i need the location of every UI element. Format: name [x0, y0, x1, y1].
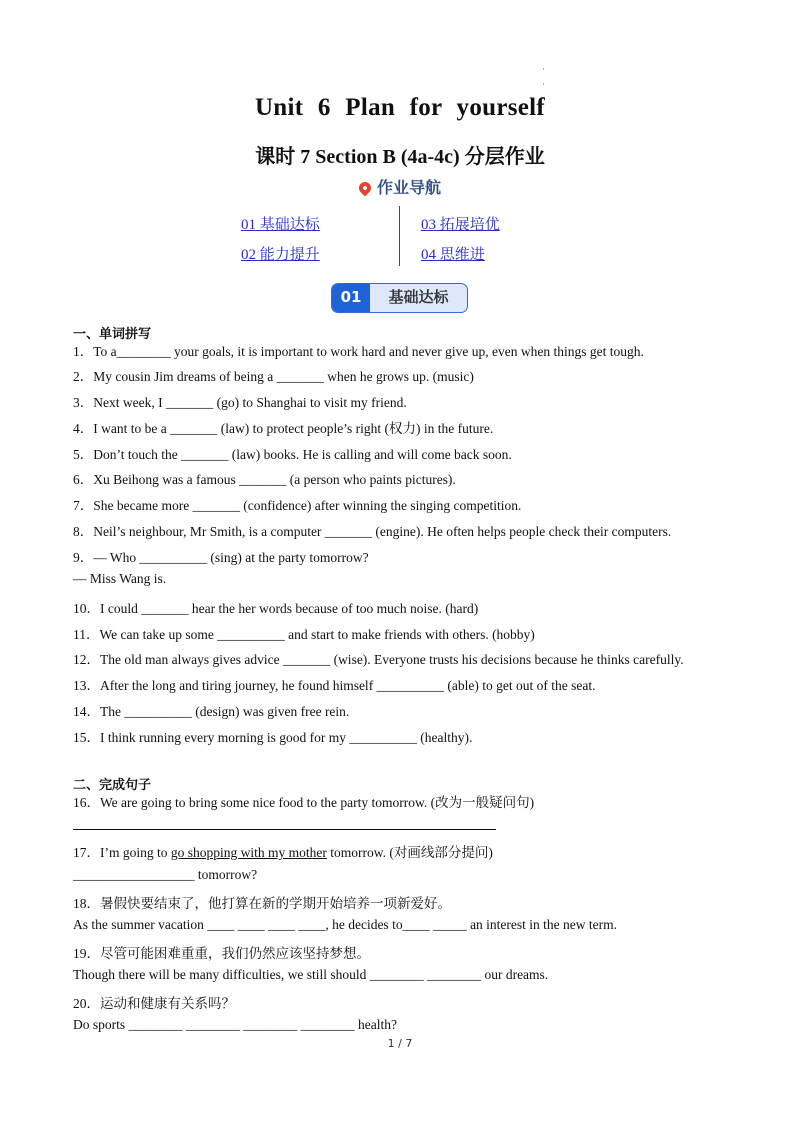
question-14: 14．The __________ (design) was given free rein. — [73, 704, 350, 719]
section-number: 01 — [332, 284, 370, 312]
part1-heading: 一、单词拼写 — [73, 327, 152, 342]
decorative-dot: · — [542, 64, 545, 74]
question-10: 10．I could _______ hear the her words because of too much noise. (hard) — [73, 601, 479, 616]
nav-link-thinking[interactable]: 04 思维进 — [421, 247, 485, 263]
question-2: 2．My cousin Jim dreams of being a _______ when he grows up. (music) — [73, 369, 474, 384]
question-17-prefix: 17．I’m going to — [73, 845, 171, 860]
question-17-suffix: tomorrow. (对画线部分提问) — [326, 845, 493, 860]
nav-heading — [0, 175, 800, 198]
part2-heading: 二、完成句子 — [73, 778, 152, 793]
page-number: 1 / 7 — [387, 1037, 413, 1050]
page-title: Unit 6 Plan for yourself — [254, 94, 546, 121]
section-badge — [331, 283, 468, 313]
page-subtitle: 课时 7 Section B (4a-4c) 分层作业 — [255, 146, 545, 168]
question-17-answer: __________________ tomorrow? — [73, 867, 258, 882]
question-9-answer: — Miss Wang is. — [73, 571, 167, 586]
nav-link-ability[interactable]: 02 能力提升 — [241, 247, 320, 263]
question-3: 3．Next week, I _______ (go) to Shanghai to visit my friend. — [73, 395, 407, 410]
nav-link-basic[interactable]: 01 基础达标 — [241, 217, 320, 233]
question-15: 15．I think running every morning is good for my __________ (healthy). — [73, 730, 473, 745]
question-12: 12．The old man always gives advice _______ (wise). Everyone trusts his decisions because he thinks carefully. — [73, 652, 684, 667]
question-17-underlined: go shopping with my mother — [170, 845, 327, 860]
question-1: 1．To a________ your goals, it is important to work hard and never give up, even when things get tough. — [73, 344, 644, 359]
question-16: 16．We are going to bring some nice food to the party tomorrow. (改为一般疑问句) — [73, 795, 535, 810]
question-6: 6．Xu Beihong was a famous _______ (a person who paints pictures). — [73, 472, 456, 487]
question-7: 7．She became more _______ (confidence) after winning the singing competition. — [73, 498, 522, 513]
question-17 — [73, 841, 493, 861]
nav-divider — [399, 206, 400, 266]
question-18-chinese: 18．暑假快要结束了，他打算在新的学期开始培养一项新爱好。 — [73, 896, 451, 911]
nav-link-extend[interactable]: 03 拓展培优 — [421, 217, 500, 233]
location-pin-icon — [356, 180, 373, 197]
question-20-english: Do sports ________ ________ ________ ________ health? — [73, 1017, 397, 1032]
nav-heading-label: 作业导航 — [376, 178, 441, 197]
question-19-english: Though there will be many difficulties, we still should ________ ________ our dreams. — [73, 967, 549, 982]
question-9: 9．— Who __________ (sing) at the party tomorrow? — [73, 550, 369, 565]
question-8: 8．Neil’s neighbour, Mr Smith, is a computer _______ (engine). He often helps people check their computers. — [73, 524, 672, 539]
decorative-dot: · — [542, 79, 545, 89]
question-13: 13．After the long and tiring journey, he found himself __________ (able) to get out of the seat. — [73, 678, 596, 693]
question-11: 11．We can take up some __________ and start to make friends with others. (hobby) — [73, 627, 535, 642]
question-4: 4．I want to be a _______ (law) to protect people’s right (权力) in the future. — [73, 421, 494, 436]
question-20-chinese: 20．运动和健康有关系吗？ — [73, 996, 235, 1011]
question-18-english: As the summer vacation ____ ____ ____ ____, he decides to____ _____ an interest in the new term. — [73, 917, 618, 932]
section-label: 基础达标 — [388, 288, 449, 306]
question-5: 5．Don’t touch the _______ (law) books. He is calling and will come back soon. — [73, 447, 512, 462]
question-19-chinese: 19．尽管可能困难重重，我们仍然应该坚持梦想。 — [73, 946, 370, 961]
answer-line-16[interactable] — [73, 829, 496, 830]
